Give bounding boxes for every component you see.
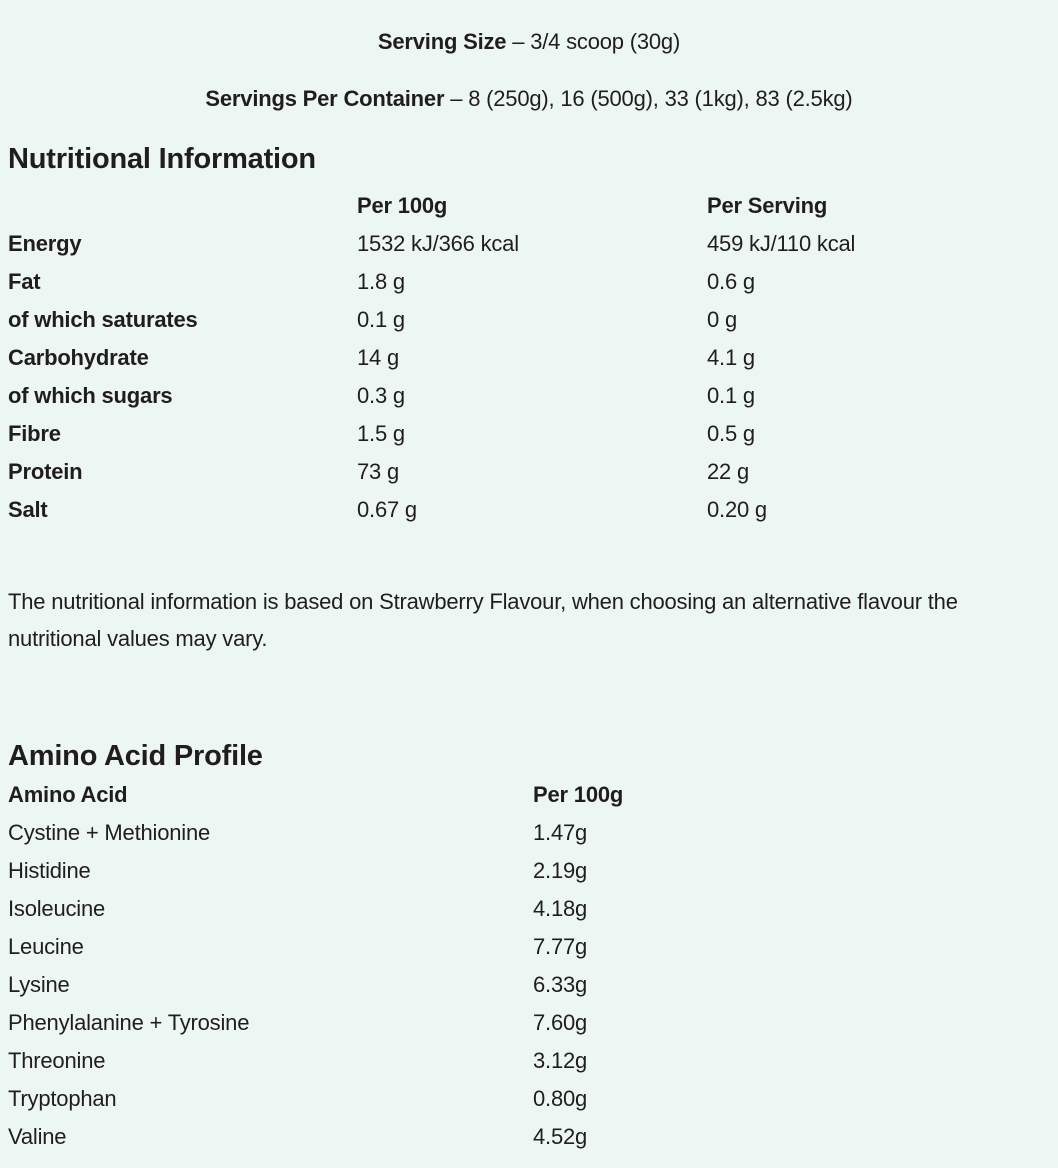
- nutrient-per-serving: 0 g: [707, 307, 737, 332]
- nutrition-row: [8, 415, 1050, 453]
- nutrition-row: [8, 491, 1050, 529]
- nutritional-information-title: Nutritional Information: [8, 143, 316, 175]
- amino-acid-per-100g: 2.19g: [533, 858, 588, 883]
- amino-acid-per-100g: 4.52g: [533, 1124, 588, 1149]
- nutrient-per-100g: 1.8 g: [357, 269, 405, 294]
- amino-acid-per-100g: 3.12g: [533, 1048, 588, 1073]
- nutrient-per-serving: 22 g: [707, 459, 750, 484]
- nutrient-name: Energy: [8, 231, 82, 256]
- nutrient-name: Protein: [8, 459, 83, 484]
- nutrient-per-serving: 0.5 g: [707, 421, 755, 446]
- amino-acid-profile-title: Amino Acid Profile: [8, 740, 263, 772]
- amino-row: [8, 1042, 1050, 1080]
- amino-acid-name: Tryptophan: [8, 1086, 117, 1111]
- nutrient-per-100g: 14 g: [357, 345, 400, 370]
- nutrient-per-serving: 0.20 g: [707, 497, 767, 522]
- amino-rows: [8, 814, 1050, 1156]
- nutrient-name: of which sugars: [8, 383, 173, 408]
- servings-per-container-value: – 8 (250g), 16 (500g), 33 (1kg), 83 (2.5kg): [450, 86, 853, 111]
- amino-acid-name: Valine: [8, 1124, 67, 1149]
- amino-acid-name: Histidine: [8, 858, 91, 883]
- nutrient-per-serving: 0.6 g: [707, 269, 755, 294]
- amino-acid-name: Isoleucine: [8, 896, 106, 921]
- nutrient-per-100g: 0.3 g: [357, 383, 405, 408]
- nutritional-information-table: [8, 187, 1050, 529]
- servings-per-container-line: [8, 86, 1050, 112]
- flavour-note: The nutritional information is based on Strawberry Flavour, when choosing an alternative flavour the nutritional values may vary.: [8, 589, 958, 651]
- amino-acid-per-100g: 0.80g: [533, 1086, 588, 1111]
- nutrition-row: [8, 225, 1050, 263]
- nutrient-per-serving: 0.1 g: [707, 383, 755, 408]
- amino-row: [8, 1080, 1050, 1118]
- amino-acid-name: Threonine: [8, 1048, 106, 1073]
- amino-acid-per-100g: 4.18g: [533, 896, 588, 921]
- amino-header-row: [8, 776, 1050, 814]
- nutrition-header-per-serving: Per Serving: [707, 193, 828, 218]
- amino-acid-name: Leucine: [8, 934, 84, 959]
- amino-row: [8, 1118, 1050, 1156]
- amino-row: [8, 966, 1050, 1004]
- nutrition-row: [8, 301, 1050, 339]
- nutrient-name: Fibre: [8, 421, 61, 446]
- amino-header-name: Amino Acid: [8, 782, 128, 807]
- servings-per-container-label: Servings Per Container: [205, 86, 445, 111]
- serving-size-value: – 3/4 scoop (30g): [512, 29, 681, 54]
- amino-acid-per-100g: 7.60g: [533, 1010, 588, 1035]
- amino-row: [8, 814, 1050, 852]
- nutrition-header-spacer: [8, 187, 357, 225]
- nutrition-row: [8, 377, 1050, 415]
- nutrition-row: [8, 263, 1050, 301]
- amino-acid-name: Phenylalanine + Tyrosine: [8, 1010, 250, 1035]
- nutrition-header-per-100g: Per 100g: [357, 193, 448, 218]
- serving-size-label: Serving Size: [377, 29, 507, 54]
- amino-row: [8, 852, 1050, 890]
- nutrition-header-row: [8, 187, 1050, 225]
- nutrient-per-100g: 73 g: [357, 459, 400, 484]
- nutrient-per-100g: 0.1 g: [357, 307, 405, 332]
- nutrient-name: of which saturates: [8, 307, 198, 332]
- nutrient-name: Salt: [8, 497, 48, 522]
- nutrition-row: [8, 453, 1050, 491]
- serving-size-line: [8, 29, 1050, 55]
- amino-acid-per-100g: 7.77g: [533, 934, 588, 959]
- nutrition-row: [8, 339, 1050, 377]
- nutrient-per-serving: 459 kJ/110 kcal: [707, 231, 856, 256]
- nutrient-name: Carbohydrate: [8, 345, 149, 370]
- nutrient-per-100g: 1532 kJ/366 kcal: [357, 231, 519, 256]
- amino-row: [8, 1004, 1050, 1042]
- amino-header-per-100g: Per 100g: [533, 782, 624, 807]
- amino-acid-per-100g: 1.47g: [533, 820, 588, 845]
- amino-acid-table: [8, 776, 1050, 1156]
- amino-acid-name: Lysine: [8, 972, 70, 997]
- amino-acid-per-100g: 6.33g: [533, 972, 588, 997]
- nutrient-name: Fat: [8, 269, 41, 294]
- nutrient-per-100g: 1.5 g: [357, 421, 405, 446]
- amino-row: [8, 890, 1050, 928]
- amino-acid-name: Cystine + Methionine: [8, 820, 211, 845]
- nutrient-per-100g: 0.67 g: [357, 497, 417, 522]
- nutrition-rows: [8, 225, 1050, 529]
- amino-row: [8, 928, 1050, 966]
- nutrient-per-serving: 4.1 g: [707, 345, 755, 370]
